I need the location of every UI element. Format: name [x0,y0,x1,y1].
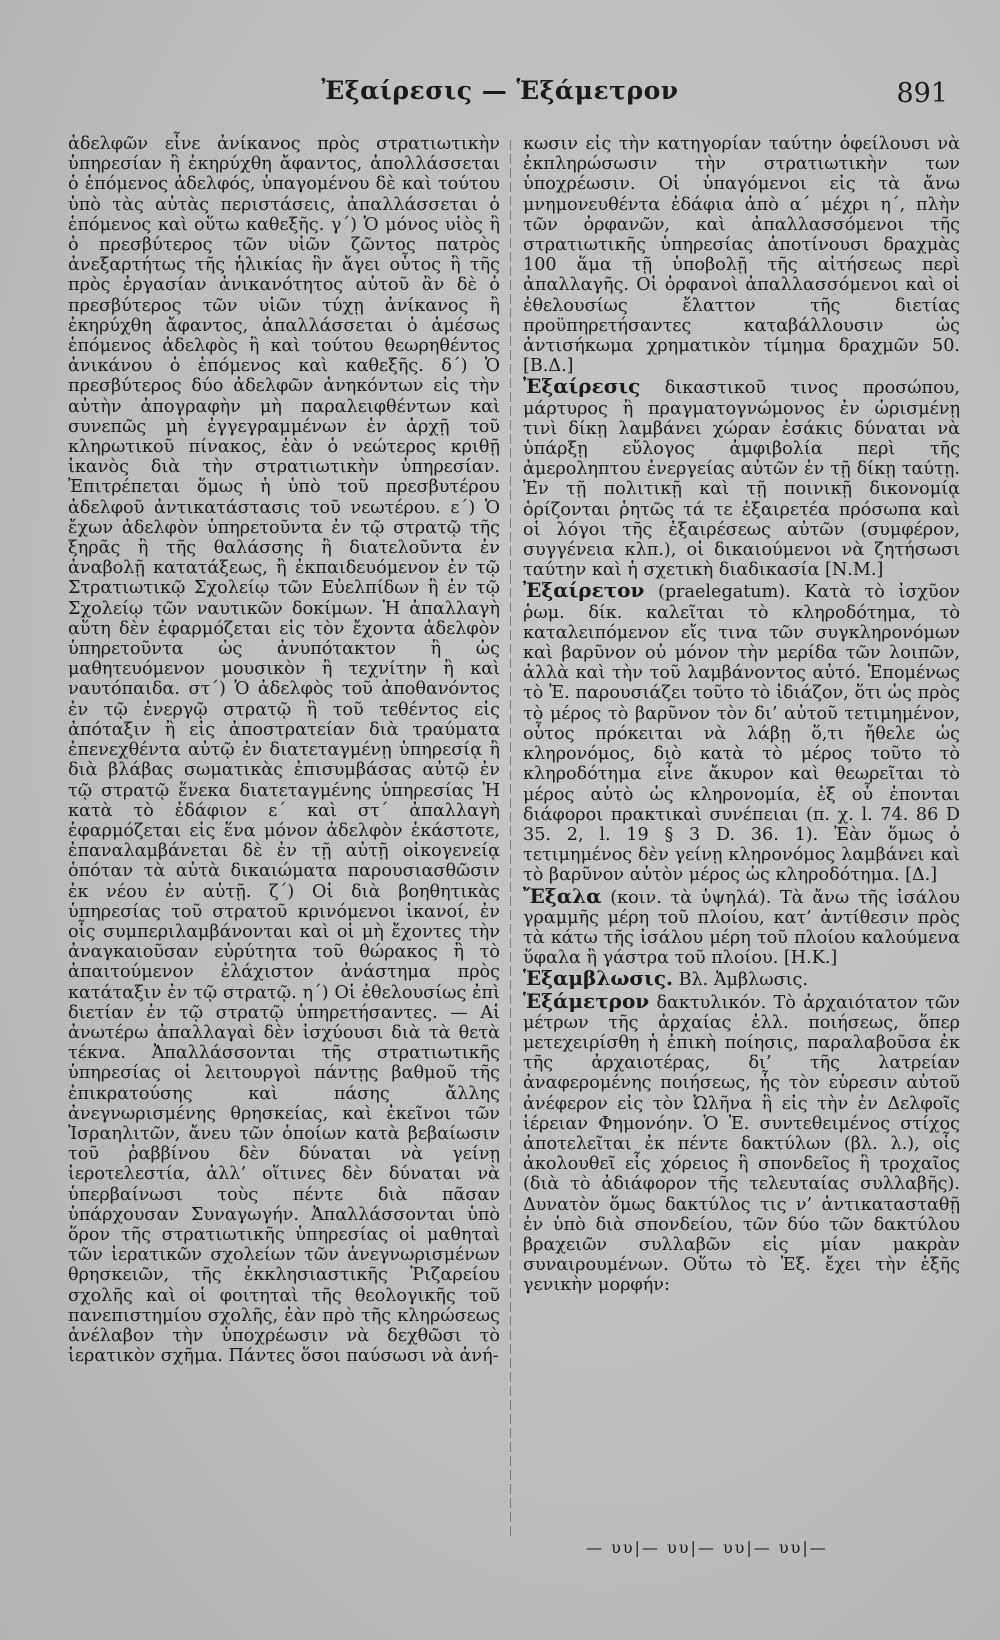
prosody-scheme: — υυ|— υυ|— υυ|— υυ|— [586,1538,828,1557]
entry-text: (praelegatum). Κατὰ τὸ ἰσχῦον ῥωμ. δίκ. καλεῖται τὸ κληροδότημα, τὸ καταλειπόμενον εἴς τινα τῶν συγκληρονόμων καὶ βαρῦνον οὐ μόνον τὴν μερίδα τῶν λοιπῶν, ἀλλὰ καὶ τὴν τοῦ λαμβάνοντος αὐτό. Ἑπομένως τὸ Ἐ. παρουσιάζει τοῦτο τὸ ἰδιάζον, ὅτι ὡς πρὸς τὸ μέρος τὸ βαρῦνον τὸν δι’ αὐτοῦ τετιμημένον, οὗτος πρόκειται νὰ λάβῃ ὅ,τι ἤθελε ὡς κληρονόμος, διὸ κατὰ τὸ μέρος τοῦτο τὸ κληροδότημα εἶνε ἄκυρον καὶ θεωρεῖται τὸ μέρος αὐτὸ ὡς κληρονομία, ἐξ οὗ ἐπονται διάφοροι πρακτικαὶ συνέπειαι (π. χ. l. 74. 86 D 35. 2, l. 19 § 3 D. 36. 1). Ἐὰν ὅμως ὁ τετιμημένος δὲν γείνῃ κληρονόμος λαμβάνει καὶ τὸ βαρῦνον αὐτὸν μέρος ὡς κληροδότημα. [Δ.] [523,582,960,886]
entry-text: κωσιν εἰς τὴν κατηγορίαν ταύτην ὀφείλουσι νὰ ἐκπληρώσωσιν τὴν στρατιωτικὴν των ὑποχρέωσιν. Οἱ ὑπαγόμενοι εἰς τὰ ἄνω μνημονευθέντα ἐδάφια ἀπὸ α΄ μέχρι η΄, πλὴν τῶν ὀρφανῶν, καὶ ἀπαλλασσόμενοι τῆς στρατιωτικῆς ὑπηρεσίας ἀποτίνουσι δραχμὰς 100 ἅμα τῇ ὑποβολῇ τῆς αἰτήσεως περὶ ἀπαλλαγῆς. Οἱ ὀρφανοὶ ἀπαλλασσόμενοι καὶ οἱ ἐθελουσίως ἔλαττον τῆς διετίας προϋπηρετήσαντες καταβάλλουσιν ὡς ἀντισήκωμα χρηματικὸν τίμημα δραχμῶν 50. [Β.Δ.] [523,134,960,377]
entry-headword: Ἐξαίρετον [523,578,645,603]
entry-text: δακτυλικόν. Τὸ ἀρχαιότατον τῶν μέτρων τῆς ἀρχαίας ἑλλ. ποιήσεως, ὅπερ μετεχειρίσθη ἡ ἐπικὴ ποίησις, παραλαβοῦσα ἐκ τῆς ἀρχαιοτέρας, δι’ τῆς λατρείαν ἀναφερομένης ποιήσεως, ἧς τὸν εὑρεσιν αὐτοῦ ἀνέφερον εἰς τὸν Ὠλῆνα ἢ εἰς τὴν ἐν Δελφοῖς ἱέρειαν Φημονόην. Ὁ Ἐ. συντεθειμένος στίχος ἀποτελεῖται ἐκ πέντε δακτύλων (βλ. λ.), οἷς ἀκολουθεῖ εἷς χόρειος ἢ σπονδεῖος ἢ τροχαῖος (διὰ τὸ ἀδιάφορον τῆς τελευταίας συλλαβῆς). Δυνατὸν ὅμως δακτύλος τις ν’ ἀντικατασταθῇ ἐν ὑπὸ διὰ σπονδείου, τῶν δύο τῶν δακτύλου βραχειῶν συλλαβῶν εἰς μίαν μακρὰν συναιρουμένων. Οὕτω τὸ Ἑξ. ἔχει τὴν ἑξῆς γενικὴν μορφήν: [523,992,960,1296]
entry-headword: Ἑξαμβλωσις. [523,966,673,991]
running-header: Ἐξαίρεσις — Ἑξάμετρον [321,76,679,105]
page-number: 891 [896,78,948,109]
entry-hexametron [523,988,960,1296]
left-column-text: ἀδελφῶν εἶνε ἀνίκανος πρὸς στρατιωτικὴν ὑπηρεσίαν ἢ ἐκηρύχθη ἄφαντος, ἀπολλάσσεται ὁ ἑπόμενος ἀδελφός, ὑπαγομένου δὲ καὶ τούτου ὑπὸ τὰς αὐτὰς περιστάσεις, ἀπαλλάσσεται ὁ ἑπόμενος καὶ οὕτω καθεξῆς. γ΄) Ὁ μόνος υἱὸς ἢ ὁ πρεσβύτερος τῶν υἱῶν ζῶντος πατρὸς ἀνεξαρτήτως τῆς ἡλικίας ἣν ἄγει οὗτος ἢ τῆς πρὸς ἐργασίαν ἀνικανότητος αὐτοῦ ἂν δὲ ὁ πρεσβύτερος τῶν υἱῶν τύχῃ ἀνίκανος ἢ ἐκηρύχθη ἄφαντος, ἀπαλλάσσεται ὁ ἀμέσως ἑπόμενος ἀδελφὸς ἢ καὶ τούτου θεωρηθέντος ἀνικάνου ὁ ἑπόμενος καὶ καθεξῆς. δ΄) Ὁ πρεσβύτερος δύο ἀδελφῶν ἀνηκόντων εἰς τὴν αὐτὴν ἀπογραφὴν μὴ παραλειφθέντων καὶ συνεπῶς μὴ ἐγγεγραμμένων ἐν ἀρχῇ τοῦ κληρωτικοῦ πίνακος, ἐὰν ὁ νεώτερος κριθῇ ἱκανὸς διὰ τὴν στρατιωτικὴν ὑπηρεσίαν. Ἐπιτρέπεται ὅμως ἡ ὑπὸ τοῦ πρεσβυτέρου ἀδελφοῦ ἀντικατάστασις τοῦ νεωτέρου. ε΄) Ὁ ἔχων ἀδελφὸν ὑπηρετοῦντα ἐν τῷ στρατῷ τῆς ξηρᾶς ἢ τῆς θαλάσσης ἢ διατελοῦντα ἐν ἀναβολῇ κατατάξεως, ἢ ἐκπαιδευόμενον ἐν τῷ Στρατιωτικῷ Σχολείῳ τῶν Εὐελπίδων ἢ ἐν τῷ Σχολείῳ τῶν ναυτικῶν δοκίμων. Ἡ ἀπαλλαγὴ αὕτη δὲν ἐφαρμόζεται εἰς τὸν ἔχοντα ἀδελφὸν ὑπηρετοῦντα ὡς ἀνυπότακτον ἢ ὡς μαθητευόμενον μουσικὸν ἢ τεχνίτην ἢ καὶ ναυτόπαιδα. στ΄) Ὁ ἀδελφὸς τοῦ ἀποθανόντος ἐν τῷ ἐνεργῷ στρατῷ ἢ τοῦ τεθέντος εἰς ἀπόταξιν ἢ εἰς ἀποστρατείαν διὰ τραύματα ἐπενεχθέντα αὐτῷ ἐν διατεταγμένῃ ὑπηρεσίᾳ ἢ διὰ βλάβας σωματικὰς ἐπισυμβάσας αὐτῷ ἐν τῷ στρατῷ ἕνεκα διατεταγμένης ὑπηρεσίας Ἡ κατὰ τὸ ἐδάφιον ε΄ καὶ στ΄ ἀπαλλαγὴ ἐφαρμόζεται εἰς ἕνα μόνον ἀδελφὸν ἑκάστοτε, ἐπαναλαμβάνεται δὲ ἐν τῇ αὐτῇ οἰκογενείᾳ ὁπόταν τὰ αὐτὰ δικαιώματα παρουσιασθῶσιν ἐκ νέου ἐν αὐτῇ. ζ΄) Οἱ διὰ βοηθητικὰς ὑπηρεσίας τοῦ στρατοῦ κρινόμενοι ἱκανοί, ἐν οἷς συμπεριλαμβάνονται καὶ οἱ μὴ ἔχοντες τὴν ἀναγκαιοῦσαν εὐρύτητα τοῦ θώρακος ἢ τὸ ἀπαιτούμενον ἐλάχιστον ἀνάστημα πρὸς κατάταξιν ἐν τῷ στρατῷ. η΄) Οἱ ἐθελουσίως ἐπὶ διετίαν ἐν τῷ στρατῷ ὑπηρετήσαντες. — Αἱ ἀνωτέρω ἀπαλλαγαὶ δὲν ἰσχύουσι διὰ τὰ θετὰ τέκνα. Ἀπαλλάσσονται τῆς στρατιωτικῆς ὑπηρεσίας οἱ λειτουργοὶ πάντῃς βαθμοῦ τῆς ἐπικρατούσης καὶ πάσης ἄλλης ἀνεγνωρισμένης θρησκείας, καὶ ἐκεῖνοι τῶν Ἰσραηλιτῶν, ἄνευ τῶν ὁποίων κατὰ βεβαίωσιν τοῦ ῥαββίνου δὲν δύναται νὰ γείνῃ ἱεροτελεστία, ἀλλ’ οἵτινες δὲν δύναται νὰ ὑπερβαίνωσι τοὺς πέντε διὰ πᾶσαν ὑπάρχουσαν Συναγωγήν. Ἀπαλλάσσονται ὑπὸ ὅρον τῆς στρατιωτικῆς ὑπηρεσίας οἱ μαθηταὶ τῶν ἱερατικῶν σχολείων τῶν ἀνεγνωρισμένων θρησκειῶν, τῆς ἐκκλησιαστικῆς Ῥιζαρείου σχολῆς καὶ οἱ φοιτηταὶ τῆς θεολογικῆς τοῦ πανεπιστημίου σχολῆς, ἐὰν πρὸ τῆς κληρώσεως ἀνέλαβον τὴν ὑποχρέωσιν νὰ δεχθῶσι τὸ ἱερατικὸν σχῆμα. Πάντες ὅσοι παύσωσι νὰ ἀνή- [68,134,500,1367]
entry-headword: Ἔξαλα [523,883,602,908]
entry-exairesis [523,376,960,580]
entry-text: δικαστικοῦ τινος προσώπου, μάρτυρος ἢ πραγματογνώμονος ἐν ὡρισμένῃ τινὶ δίκῃ λαμβάνει χώραν ἐσάκις δύναται νὰ ὑπάρξῃ εὔλογος ἀμφιβολία περὶ τῆς ἀμεροληπτου ἐνεργείας αὐτῶν ἐν τῇ δίκῃ ταύτῃ. Ἐν τῇ πολιτικῇ καὶ τῇ ποινικῇ δικονομίᾳ ὁρίζονται ῥητῶς τά τε ἐξαιρετέα πρόσωπα καὶ οἱ λόγοι τῆς ἐξαιρέσεως αὐτῶν (συμφέρον, συγγένεια κλπ.), οἱ δικαιούμενοι νὰ ζητήσωσι ταύτην καὶ ἡ σχετικὴ διαδικασία [Ν.Μ.] [523,378,960,581]
right-column [523,134,960,1296]
entry-text: (κοιν. τὰ ὑψηλά). Τὰ ἄνω τῆς ἰσάλου γραμμῆς μέρη τοῦ πλοίου, κατ’ ἀντίθεσιν πρὸς τὰ κάτω τῆς ἰσάλου μέρη τοῦ πλοίου καλούμενα ὕφαλα ἢ γάστρα τοῦ πλοίου. [Η.Κ.] [523,887,960,969]
entry-exaireton [523,580,960,885]
entry-examblosis [523,968,960,990]
entry-headword: Ἑξάμετρον [523,988,650,1013]
entry-exala [523,883,960,969]
left-column [68,134,500,1366]
entry-continuation [523,134,960,376]
entry-headword: Ἐξαίρεσις [523,374,641,399]
column-divider [510,140,511,1540]
entry-text: Βλ. Ἀμβλωσις. [678,970,808,991]
